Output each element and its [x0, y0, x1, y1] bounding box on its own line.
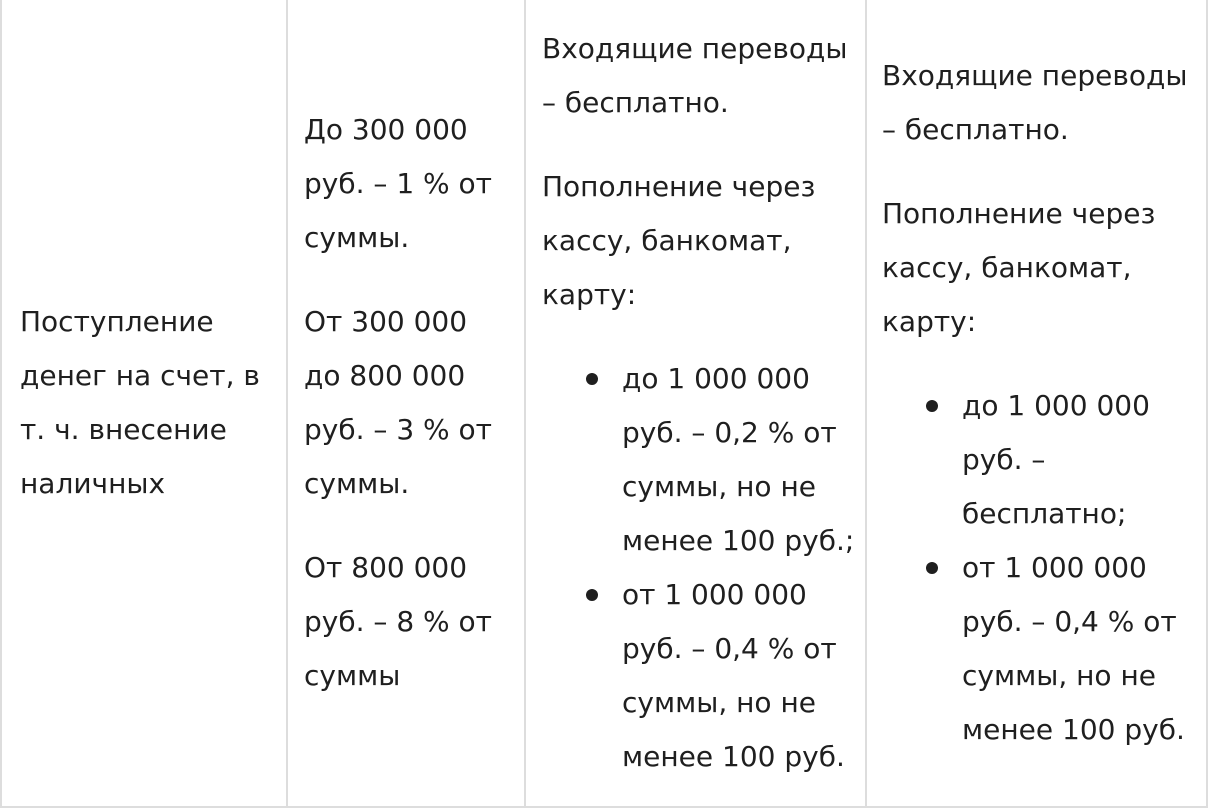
text-line: Поступление: [20, 305, 214, 338]
tariff-1-cell: [288, 0, 526, 806]
text-line: – бесплатно.: [882, 113, 1069, 146]
text-line: менее 100 руб.: [962, 713, 1185, 746]
text-line: карту:: [542, 278, 637, 311]
text-line: Пополнение через: [542, 170, 816, 203]
text-line: суммы.: [304, 221, 410, 254]
list-item: [622, 568, 865, 784]
top-up-text: [542, 160, 865, 322]
text-line: До 300 000: [304, 113, 468, 146]
text-line: Входящие переводы: [542, 32, 848, 65]
text-line: руб. –: [962, 443, 1046, 476]
text-line: карту:: [882, 305, 977, 338]
text-line: – бесплатно.: [542, 86, 729, 119]
text-line: руб. – 3 % от: [304, 413, 492, 446]
text-line: до 1 000 000: [622, 362, 810, 395]
text-line: руб. – 8 % от: [304, 605, 492, 638]
top-up-conditions-list: [542, 352, 865, 784]
text-line: менее 100 руб.;: [622, 524, 855, 557]
top-up-conditions-list: [882, 379, 1206, 757]
text-line: От 800 000: [304, 551, 468, 584]
text-line: суммы: [304, 659, 401, 692]
text-line: От 300 000: [304, 305, 468, 338]
text-line: кассу, банкомат,: [882, 251, 1132, 284]
text-line: от 1 000 000: [622, 578, 807, 611]
text-line: суммы, но не: [622, 686, 816, 719]
text-line: т. ч. внесение: [20, 413, 227, 446]
text-line: суммы.: [304, 467, 410, 500]
text-line: наличных: [20, 467, 166, 500]
text-line: кассу, банкомат,: [542, 224, 792, 257]
list-item: [622, 352, 865, 568]
text-line: суммы, но не: [962, 659, 1156, 692]
incoming-transfers-text: [542, 22, 865, 130]
text-line: менее 100 руб.: [622, 740, 845, 773]
list-item: [962, 379, 1206, 541]
text-line: руб. – 1 % от: [304, 167, 492, 200]
operation-name: [20, 295, 286, 511]
text-line: руб. – 0,4 % от: [622, 632, 837, 665]
text-line: руб. – 0,4 % от: [962, 605, 1177, 638]
tariff-1-tier-2: [304, 295, 524, 511]
tariff-2-cell: [526, 0, 867, 806]
operation-name-cell: [2, 0, 288, 806]
text-line: от 1 000 000: [962, 551, 1147, 584]
incoming-transfers-text: [882, 49, 1206, 157]
tariff-1-tier-3: [304, 541, 524, 703]
text-line: до 800 000: [304, 359, 466, 392]
text-line: до 1 000 000: [962, 389, 1150, 422]
text-line: руб. – 0,2 % от: [622, 416, 837, 449]
text-line: суммы, но не: [622, 470, 816, 503]
tariff-1-tier-1: [304, 103, 524, 265]
top-up-text: [882, 187, 1206, 349]
list-item: [962, 541, 1206, 757]
text-line: Пополнение через: [882, 197, 1156, 230]
text-line: бесплатно;: [962, 497, 1127, 530]
text-line: Входящие переводы: [882, 59, 1188, 92]
text-line: денег на счет, в: [20, 359, 260, 392]
tariff-3-cell: [867, 0, 1208, 806]
